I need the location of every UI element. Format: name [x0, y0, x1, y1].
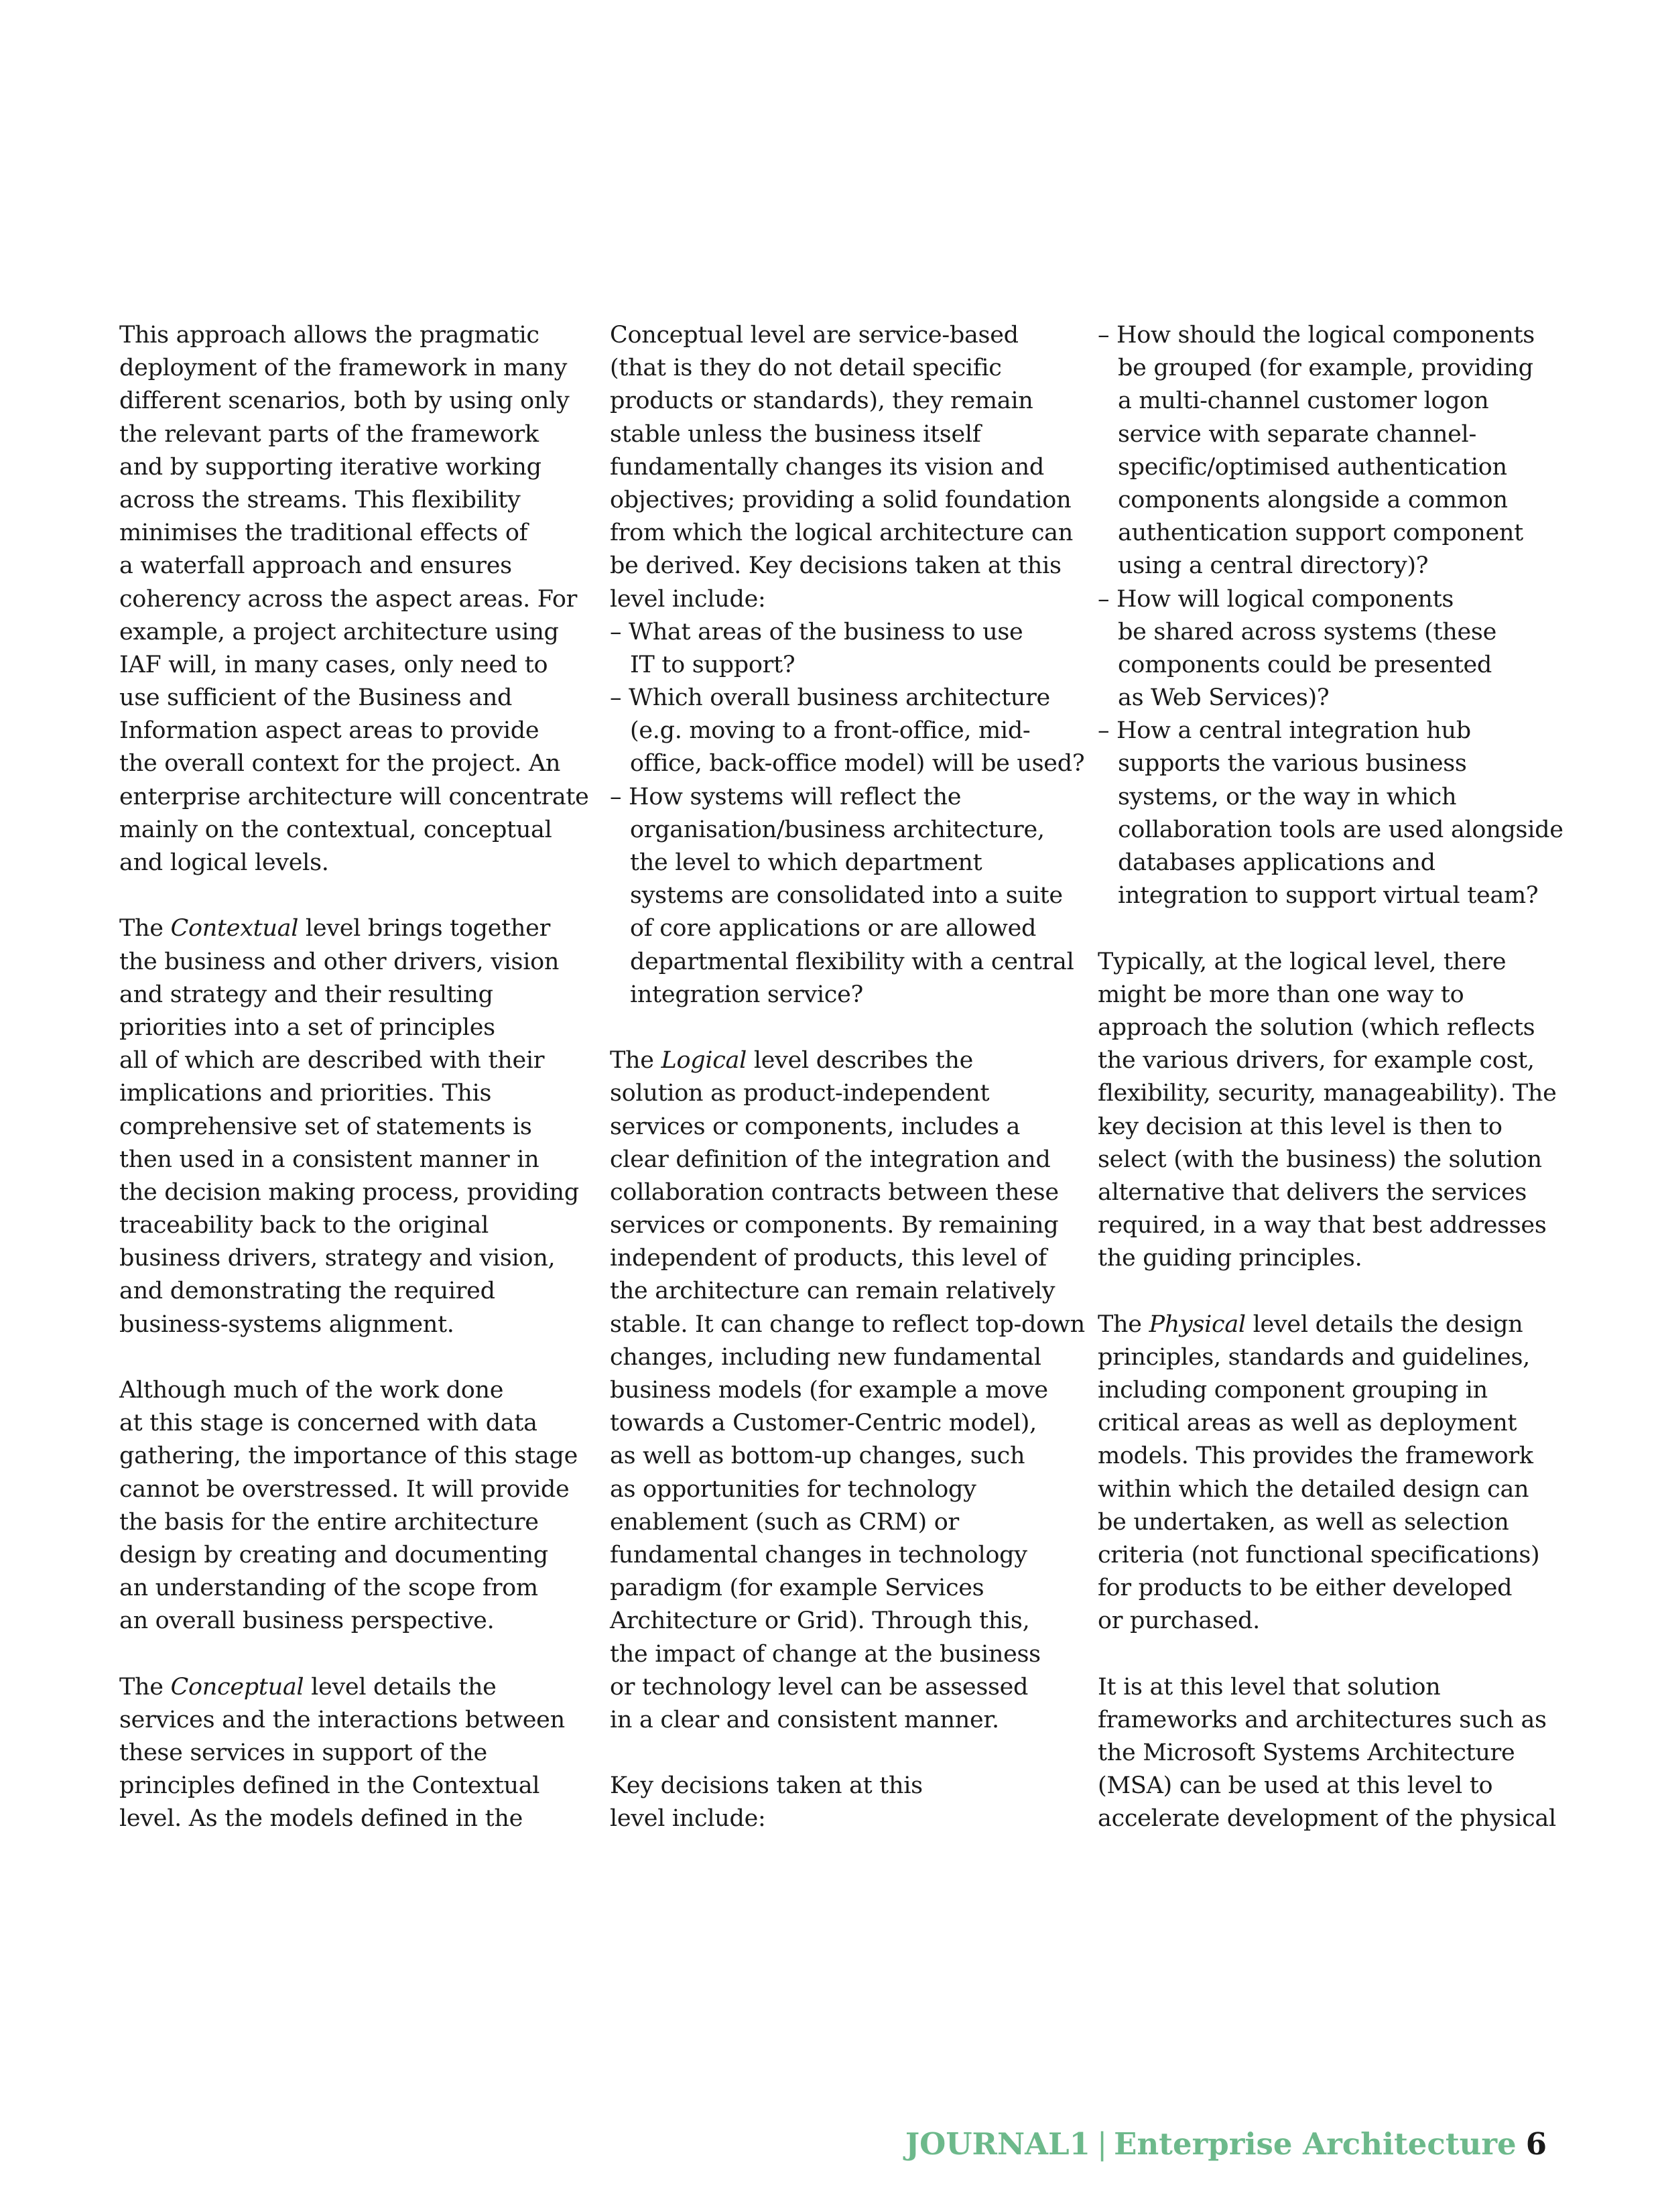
page-number: 6	[1525, 2126, 1547, 2162]
text-line: the basis for the entire architecture	[119, 1508, 539, 1536]
text-line: including component grouping in	[1098, 1377, 1488, 1404]
list-item-continuation: IT to support?	[630, 651, 795, 678]
text-line: level include:	[610, 585, 766, 613]
text-line: changes, including new fundamental	[610, 1343, 1041, 1371]
text-run: The	[119, 915, 171, 942]
text-line: the guiding principles.	[1098, 1245, 1362, 1272]
text-line: independent of products, this level of	[610, 1245, 1047, 1272]
paragraph-gap	[1098, 912, 1560, 945]
text-line: design by creating and documenting	[119, 1541, 548, 1569]
text-line: criteria (not functional specifications)	[1098, 1541, 1540, 1569]
text-line: deployment of the framework in many	[119, 355, 568, 382]
paragraph-gap	[610, 1011, 1066, 1044]
text-line: traceability back to the original	[119, 1212, 489, 1239]
text-line: fundamental changes in technology	[610, 1541, 1027, 1569]
list-item-continuation: supports the various business	[1118, 750, 1467, 778]
text-line: alternative that delivers the services	[1098, 1178, 1527, 1206]
emphasized-term: Contextual	[170, 915, 299, 942]
text-line: the various drivers, for example cost,	[1098, 1047, 1535, 1074]
text-run: The	[1098, 1310, 1149, 1338]
paragraph-gap	[119, 879, 575, 912]
list-item-continuation: a multi-channel customer logon	[1118, 387, 1489, 415]
list-item-continuation: integration service?	[630, 981, 863, 1008]
list-item-continuation: as Web Services)?	[1118, 684, 1330, 712]
list-item-continuation: authentication support component	[1118, 519, 1523, 547]
text-line: a waterfall approach and ensures	[119, 552, 512, 580]
list-item-continuation: the level to which department	[630, 849, 982, 876]
text-line: gathering, the importance of this stage	[119, 1442, 578, 1470]
list-item-continuation: organisation/business architecture,	[630, 816, 1045, 843]
list-item-continuation: of core applications or are allowed	[630, 915, 1037, 942]
text-line: required, in a way that best addresses	[1098, 1212, 1547, 1239]
text-line: Architecture or Grid). Through this,	[610, 1607, 1030, 1635]
text-line: the business and other drivers, vision	[119, 948, 560, 975]
text-run: The	[610, 1047, 661, 1074]
text-line: from which the logical architecture can	[610, 519, 1073, 547]
text-line: IAF will, in many cases, only need to	[119, 651, 548, 678]
emphasized-term: Conceptual	[170, 1673, 304, 1701]
text-line: the overall context for the project. An	[119, 750, 561, 778]
text-line: might be more than one way to	[1098, 981, 1464, 1008]
text-line: be derived. Key decisions taken at this	[610, 552, 1062, 580]
emphasized-term: Physical	[1149, 1310, 1246, 1338]
text-line: – How will logical components	[1098, 585, 1454, 613]
text-line: business models (for example a move	[610, 1377, 1048, 1404]
text-line: It is at this level that solution	[1098, 1673, 1441, 1701]
text-run: level details the design	[1245, 1310, 1523, 1338]
text-line: as well as bottom-up changes, such	[610, 1442, 1025, 1470]
list-item-continuation: collaboration tools are used alongside	[1118, 816, 1563, 843]
text-line: stable unless the business itself	[610, 420, 981, 448]
text-line: principles, standards and guidelines,	[1098, 1343, 1530, 1371]
text-line: different scenarios, both by using only	[119, 387, 570, 415]
paragraph-gap	[119, 1341, 575, 1374]
text-line: business-systems alignment.	[119, 1310, 454, 1338]
text-line	[1098, 1308, 1560, 1341]
list-item-continuation: office, back-office model) will be used?	[630, 750, 1085, 778]
text-line: enablement (such as CRM) or	[610, 1508, 959, 1536]
text-line: select (with the business) the solution	[1098, 1146, 1542, 1173]
list-item-continuation: components alongside a common	[1118, 486, 1508, 513]
list-item-continuation: be shared across systems (these	[1118, 618, 1497, 646]
list-item-continuation: databases applications and	[1118, 849, 1435, 876]
text-column-2	[610, 319, 1085, 1836]
text-line: – How a central integration hub	[1098, 717, 1471, 745]
list-item-continuation: (e.g. moving to a front-office, mid-	[630, 717, 1031, 745]
text-line: – How should the logical components	[1098, 322, 1535, 349]
text-line	[119, 1671, 575, 1704]
text-line: Although much of the work done	[119, 1377, 504, 1404]
text-line: example, a project architecture using	[119, 618, 559, 646]
text-line: – What areas of the business to use	[610, 618, 1023, 646]
text-column-3	[1098, 319, 1563, 1836]
list-item-continuation: service with separate channel-	[1118, 420, 1476, 448]
paragraph-gap	[1098, 1275, 1560, 1308]
list-item-continuation: integration to support virtual team?	[1118, 882, 1539, 910]
text-run: level describes the	[747, 1047, 973, 1074]
text-line: objectives; providing a solid foundation	[610, 486, 1072, 513]
text-line: enterprise architecture will concentrate	[119, 783, 589, 810]
text-line: frameworks and architectures such as	[1098, 1706, 1547, 1733]
list-item-continuation: using a central directory)?	[1118, 552, 1429, 580]
text-line: fundamentally changes its vision and	[610, 453, 1044, 481]
text-line: the Microsoft Systems Architecture	[1098, 1739, 1515, 1767]
text-line: an understanding of the scope from	[119, 1575, 538, 1602]
text-line: towards a Customer-Centric model),	[610, 1410, 1037, 1437]
text-line: models. This provides the framework	[1098, 1442, 1533, 1470]
text-line: or technology level can be assessed	[610, 1673, 1029, 1701]
text-run: level brings together	[298, 915, 551, 942]
text-line: clear definition of the integration and	[610, 1146, 1051, 1173]
text-line: the relevant parts of the framework	[119, 420, 539, 448]
text-line: flexibility, security, manageability). The	[1098, 1080, 1557, 1107]
text-line: at this stage is concerned with data	[119, 1410, 537, 1437]
text-line: Conceptual level are service-based	[610, 322, 1019, 349]
text-line: be undertaken, as well as selection	[1098, 1508, 1509, 1536]
text-column-1	[119, 319, 589, 1836]
text-line: collaboration contracts between these	[610, 1178, 1059, 1206]
text-line: key decision at this level is then to	[1098, 1113, 1503, 1140]
text-line: these services in support of the	[119, 1739, 487, 1767]
text-line: (that is they do not detail specific	[610, 355, 1002, 382]
text-line: (MSA) can be used at this level to	[1098, 1772, 1493, 1800]
text-line: the architecture can remain relatively	[610, 1278, 1056, 1305]
text-line	[610, 1044, 1066, 1077]
list-item-continuation: components could be presented	[1118, 651, 1492, 678]
text-line	[119, 912, 575, 945]
text-line: priorities into a set of principles	[119, 1013, 495, 1041]
list-item-continuation: departmental flexibility with a central	[630, 948, 1074, 975]
text-line: services and the interactions between	[119, 1706, 565, 1733]
text-line: Key decisions taken at this	[610, 1772, 923, 1800]
text-line: Information aspect areas to provide	[119, 717, 539, 745]
text-line: stable. It can change to reflect top-down	[610, 1310, 1085, 1338]
text-line: level include:	[610, 1805, 766, 1833]
text-line: and demonstrating the required	[119, 1278, 495, 1305]
text-line: accelerate development of the physical	[1098, 1805, 1556, 1833]
text-line: use sufficient of the Business and	[119, 684, 513, 712]
text-line: as opportunities for technology	[610, 1475, 976, 1503]
paragraph-gap	[119, 1638, 575, 1671]
text-line: within which the detailed design can	[1098, 1475, 1529, 1503]
text-line: minimises the traditional effects of	[119, 519, 528, 547]
text-line: implications and priorities. This	[119, 1080, 492, 1107]
text-line: an overall business perspective.	[119, 1607, 495, 1635]
page-footer	[905, 2126, 1547, 2162]
text-line: mainly on the contextual, conceptual	[119, 816, 552, 843]
text-line: or purchased.	[1098, 1607, 1260, 1635]
text-line: cannot be overstressed. It will provide	[119, 1475, 570, 1503]
text-line: This approach allows the pragmatic	[119, 322, 539, 349]
text-line: across the streams. This flexibility	[119, 486, 521, 513]
text-line: – Which overall business architecture	[610, 684, 1050, 712]
text-line: solution as product-independent	[610, 1080, 990, 1107]
list-item-continuation: specific/optimised authentication	[1118, 453, 1507, 481]
text-line: coherency across the aspect areas. For	[119, 585, 578, 613]
emphasized-term: Logical	[661, 1047, 747, 1074]
text-line: in a clear and consistent manner.	[610, 1706, 999, 1733]
text-line: services or components, includes a	[610, 1113, 1021, 1140]
paragraph-gap	[1098, 1638, 1560, 1671]
text-run: level details the	[304, 1673, 497, 1701]
text-line: the impact of change at the business	[610, 1640, 1041, 1668]
text-line: level. As the models defined in the	[119, 1805, 523, 1833]
text-run: The	[119, 1673, 171, 1701]
text-line: the decision making process, providing	[119, 1178, 579, 1206]
journal-name: JOURNAL1	[905, 2126, 1090, 2162]
text-line: and strategy and their resulting	[119, 981, 493, 1008]
list-item-continuation: systems, or the way in which	[1118, 783, 1457, 810]
text-line: for products to be either developed	[1098, 1575, 1513, 1602]
text-line: products or standards), they remain	[610, 387, 1033, 415]
text-line: then used in a consistent manner in	[119, 1146, 539, 1173]
text-line: services or components. By remaining	[610, 1212, 1059, 1239]
text-line: comprehensive set of statements is	[119, 1113, 532, 1140]
text-line: and logical levels.	[119, 849, 329, 876]
text-line: business drivers, strategy and vision,	[119, 1245, 556, 1272]
list-item-continuation: systems are consolidated into a suite	[630, 882, 1063, 910]
text-line: paradigm (for example Services	[610, 1575, 984, 1602]
text-line: approach the solution (which reflects	[1098, 1013, 1535, 1041]
text-line: critical areas as well as deployment	[1098, 1410, 1517, 1437]
text-line: and by supporting iterative working	[119, 453, 541, 481]
text-line: principles defined in the Contextual	[119, 1772, 540, 1800]
footer-separator: |	[1096, 2126, 1108, 2162]
list-item-continuation: be grouped (for example, providing	[1118, 355, 1533, 382]
text-line: all of which are described with their	[119, 1047, 545, 1074]
text-line: Typically, at the logical level, there	[1098, 948, 1507, 975]
journal-section-title: Enterprise Architecture	[1114, 2126, 1517, 2162]
paragraph-gap	[610, 1737, 1066, 1770]
text-line: – How systems will reflect the	[610, 783, 962, 810]
